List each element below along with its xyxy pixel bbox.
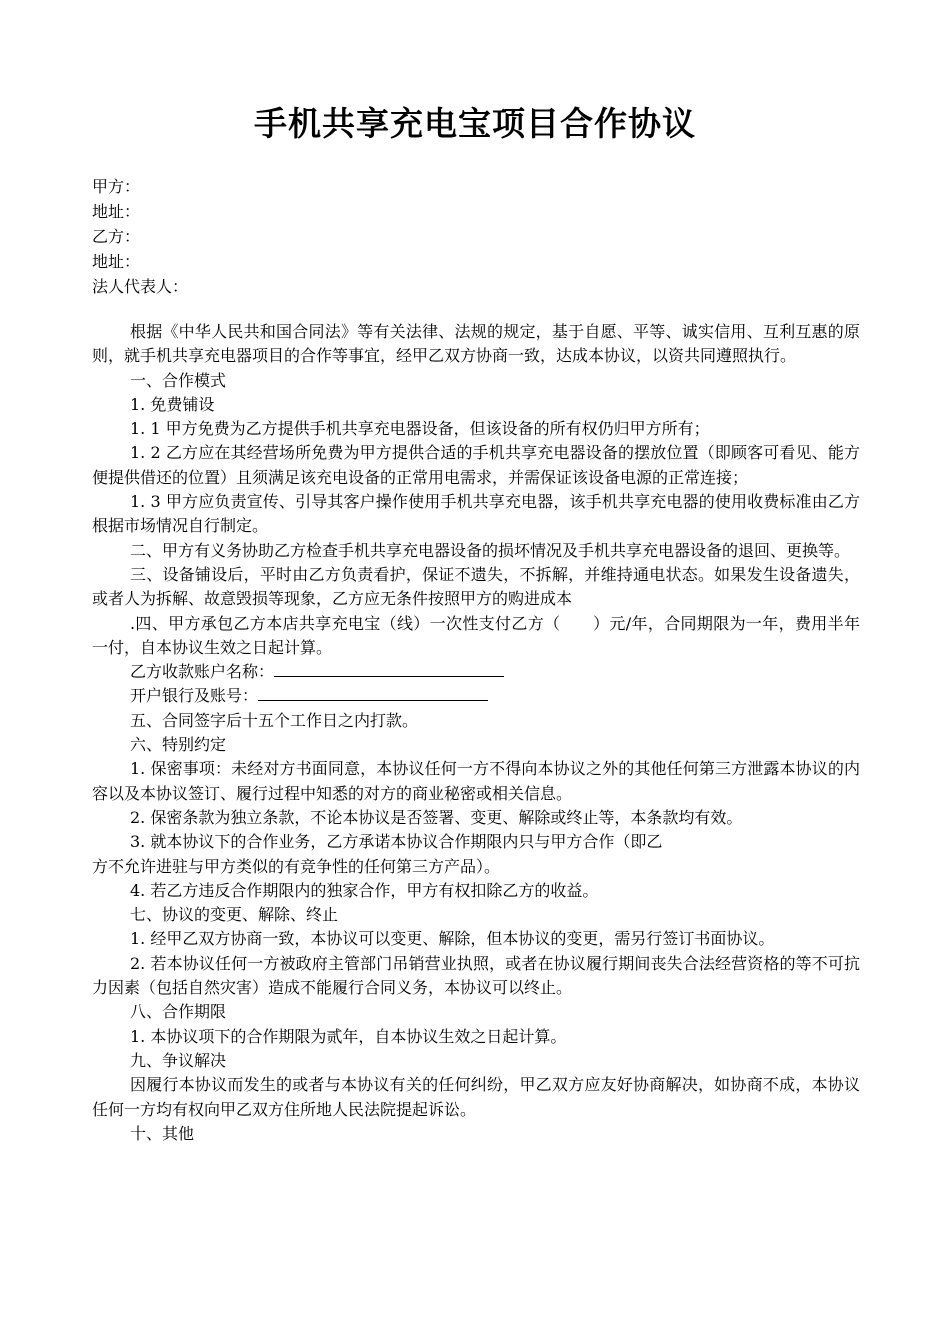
clause-1-2: 1. 2 乙方应在其经营场所免费为甲方提供合适的手机共享充电器设备的摆放位置（即顾客可看见、能方便提供借还的位置）且须满足该充电设备的正常用电需求，并需保证该设备电源的正常连接； — [92, 443, 860, 487]
section-10-heading: 十、其他 — [130, 1123, 195, 1143]
preamble: 根据《中华人民共和国合同法》等有关法律、法规的规定，基于自愿、平等、诚实信用、互利互惠的原则，就手机共享充电器项目的合作等事宜，经甲乙双方协商一致，达成本协议，以资共同遵照执行。 — [92, 322, 860, 366]
document-title: 手机共享充电宝项目合作协议 — [254, 104, 696, 143]
party-b-label: 乙方： — [92, 227, 141, 246]
section-2: 二、甲方有义务协助乙方检查手机共享充电器设备的损坏情况及手机共享充电器设备的退回、更换等。 — [130, 540, 851, 560]
bank-account-label: 开户银行及账号： — [130, 686, 259, 706]
agreement-body — [92, 320, 860, 1146]
section-8-heading: 八、合作期限 — [130, 1002, 227, 1022]
clause-6-4: 4. 若乙方违反合作期限内的独家合作，甲方有权扣除乙方的收益。 — [130, 880, 599, 900]
section-5: 五、合同签字后十五个工作日之内打款。 — [130, 710, 419, 730]
clause-1-1: 1. 1 甲方免费为乙方提供手机共享充电器设备，但该设备的所有权仍归甲方所有； — [130, 419, 710, 439]
account-name-line — [92, 660, 860, 684]
legal-rep-label: 法人代表人： — [92, 277, 189, 296]
clause-6-2: 2. 保密条款为独立条款，不论本协议是否签署、变更、解除或终止等，本条款均有效。 — [130, 807, 743, 827]
clause-8-1: 1. 本协议项下的合作期限为贰年，自本协议生效之日起计算。 — [130, 1026, 567, 1046]
section-7-heading: 七、协议的变更、解除、终止 — [130, 905, 339, 925]
section-1-heading: 一、合作模式 — [130, 370, 227, 390]
account-name-blank[interactable] — [274, 660, 504, 677]
clause-7-1: 1. 经甲乙双方协商一致，本协议可以变更、解除，但本协议的变更，需另行签订书面协议。 — [130, 929, 775, 949]
section-4: .四、甲方承包乙方本店共享充电宝（线）一次性支付乙方（ ）元/年，合同期限为一年，费用半年一付，自本协议生效之日起计算。 — [92, 613, 860, 657]
bank-account-line — [92, 684, 860, 708]
clause-1-3: 1. 3 甲方应负责宣传、引导其客户操作使用手机共享充电器，该手机共享充电器的使用收费标准由乙方根据市场情况自行制定。 — [92, 492, 860, 536]
clause-6-3-line-1: 3. 就本协议下的合作业务，乙方承诺本协议合作期限内只与甲方合作（即乙 — [130, 832, 663, 852]
bank-account-blank[interactable] — [258, 684, 488, 701]
section-6-heading: 六、特别约定 — [130, 735, 227, 755]
clause-7-2: 2. 若本协议任何一方被政府主管部门吊销营业执照，或者在协议履行期间丧失合法经营资格的等不可抗力因素（包括自然灾害）造成不能履行合同义务，本协议可以终止。 — [92, 953, 860, 998]
clause-6-3-line-2: 方不允许进驻与甲方类似的有竞争性的任何第三方产品）。 — [92, 856, 501, 876]
address-b-label: 地址： — [92, 252, 141, 271]
party-a-label: 甲方： — [92, 177, 141, 196]
clause-9-text: 因履行本协议而发生的或者与本协议有关的任何纠纷，甲乙双方应友好协商解决，如协商不成，本协议任何一方均有权向甲乙双方住所地人民法院提起诉讼。 — [92, 1075, 860, 1119]
account-name-label: 乙方收款账户名称： — [130, 662, 275, 682]
section-1-sub-heading: 1. 免费铺设 — [130, 394, 215, 414]
section-3: 三、设备铺设后，平时由乙方负责看护，保证不遗失，不拆解，并维持通电状态。如果发生设备遗失，或者人为拆解、故意毁损等现象，乙方应无条件按照甲方的购进成本 — [92, 564, 860, 609]
address-a-label: 地址： — [92, 202, 141, 221]
parties-block — [92, 174, 872, 299]
clause-6-1: 1. 保密事项：未经对方书面同意，本协议任何一方不得向本协议之外的其他任何第三方泄露本协议的内容以及本协议签订、履行过程中知悉的对方的商业秘密或相关信息。 — [92, 759, 860, 803]
section-9-heading: 九、争议解决 — [130, 1050, 227, 1070]
